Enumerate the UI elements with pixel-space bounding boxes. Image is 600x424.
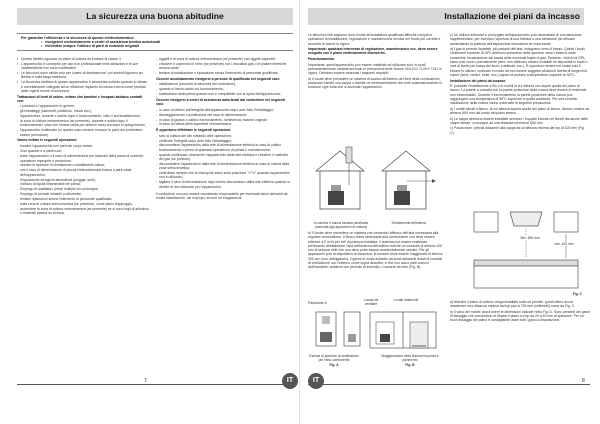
right-column-2-bottom	[450, 300, 590, 370]
list-item: • Le istruzioni sono valide solo per i paesi di destinazione i cui simboli figurano sul libretto e sulla targa matricola.	[17, 71, 149, 80]
paragraph: d) Allorché il piano di cottura venga installato sotto un pensile, quest'ultimo dovrà mantenere una distanza minima dal top pari a 700 mm (millimetri) come da Fig. C.	[450, 300, 576, 309]
section-heading: Trattandosi di fonti di calore, evitare che bambini e incapaci abbiano contatti con:	[17, 94, 143, 103]
list-item: - l'impiego di adattatori, prese multiple e/o prolunghe;	[17, 187, 149, 191]
figure-label: Fig. B	[405, 363, 415, 367]
figure-label: Particolare A	[308, 301, 327, 305]
figure-label: Fig. C	[572, 292, 582, 296]
intro-lead: Per garantire l'efficienza e la sicurezza di questo elettrodomestico:	[21, 35, 135, 40]
vent-openings-figure	[308, 308, 444, 354]
list-item: - disconnettere l'apparecchio dalla rete di alimentazione elettrica in caso di rottura della zona vetroceramica;	[156, 162, 293, 171]
vent-detail-icon	[316, 312, 336, 346]
house-chimney-icon	[316, 147, 364, 209]
list-item: - l'uso quando è a piedi nudi;	[17, 149, 149, 153]
dimension-label: Min. 650 mm	[512, 236, 548, 240]
list-item: - controllare sempre che le manopole siano sulla posizione "•"/"o" quando l'apparecchio non è utilizzato;	[156, 171, 293, 180]
figure-caption: Esempi di aperture di ventilazione per l'aria comburente	[309, 354, 359, 362]
list-item: - in caso di guasto o cattivo funzionamento, richiedendo ricambi originali;	[156, 118, 293, 122]
list-item: - sostituzione della presa quando non è compatibile con la spina dell'apparecchio.	[156, 92, 293, 96]
list-item: - l'apparecchio, durante e subito dopo il funzionamento, visto il surriscaldamento;	[17, 114, 149, 118]
paragraph: Le istruzioni che seguono sono rivolte all'installatore qualificato affinché compia le operazioni di installazione, regolazione e manutenzione tecnica nel modo più corretto e secondo le norme in vigore.	[308, 33, 441, 46]
list-item: - tirare l'apparecchio o il cavo di alimentazione per staccarli dalla presa di corrente;	[17, 154, 149, 158]
list-item: - accendere la zona di cottura vetroceramica (se presente) se si sono fogli di alluminio o materiali plastici su di essa.	[17, 207, 149, 216]
page-title-right: Installazione dei piani da incasso	[308, 8, 584, 25]
list-item: - ostruire le aperture di ventilazione o smaltimento calore;	[17, 163, 149, 167]
list-item: - l'utilizzo di liquidi infiammabili nei pressi;	[17, 182, 149, 186]
list-item: - oggetti e la zona di cottura vetroceramica (se presente) con oggetti appuntiti;	[156, 57, 293, 61]
page-number-left: 7	[144, 378, 147, 384]
closing-note: Il costruttore non può essere considerato responsabile per eventuali danni derivanti da: errata installazione, usi impropri, erronei ed irragionevoli.	[156, 191, 289, 201]
list-item: - sulla zona di cottura vetroceramica (se presente), come piano d'appoggio;	[17, 202, 149, 206]
paragraph: b) Il locale deve prevedere un sistema che consenta l'afflusso dell'aria necessaria alla regolare combustione. Il flusso d'aria necessaria alla combustione non deve essere inferiore a 2 m³/h per kW di potenza installata. Il sistema può essere realizzato prelevando direttamente l'aria dall'esterno dell'edificio tramite un condotto di almeno 100 cm² di sezione utile che non deve poter essere accidentalmente ostruito. Per gli apparecchi privi di dispositivo di sicurezza, la sezione deve essere maggiorata di almeno 200 cm² (non obbligatorio). Oppure in modo indiretto da locali adiacenti dotati di condotti di ventilazione con l'esterno come sopra descritto, e che non siano parti comuni dell'immobile, ambienti con pericolo di incendio, o camere da letto (Fig. B).	[308, 231, 443, 270]
figure-label: Locale da ventilare	[363, 298, 379, 306]
list-item: - danneggiamento o sostituzione del cavo di alimentazione;	[156, 113, 293, 117]
paragraph: c) Posizionare i pensili adiacenti alla cappa ad un'altezza minima dal top di 420 mm (Fig. C).	[450, 126, 585, 135]
list-item: - l'impiego di pentole instabili o deformate;	[17, 192, 149, 196]
list-item: - solo la cottura dei cibi evitando altre operazioni;	[156, 134, 293, 138]
language-badge-right: IT	[308, 373, 324, 389]
page-number-right: 8	[582, 378, 585, 384]
list-item: - gli imballaggi (sacchetti, polistirolo, chiodi ecc.);	[17, 109, 149, 113]
page-title-left: La sicurezza una buona abitudine	[17, 8, 293, 25]
paragraph: Importante: quest'apparecchio può essere installato ed utilizzato solo in locali permanentemente ventilati secondo le prescrizioni delle Norme UNI-CIG 7129 e 7131 in vigore. Debbono essere osservati i seguenti requisiti:	[308, 62, 442, 76]
list-item: - installazione (secondo le istruzioni del costruttore);	[156, 82, 293, 86]
important-note: Importante: qualsiasi intervento di regolazione, manutenzione ecc. deve essere eseguito con il piano elettricamente disinserito.	[308, 47, 438, 56]
intro-bullet: • rivolgetevi esclusivamente a centri di assistenza tecnica autorizzati	[41, 40, 289, 44]
list-item: - tentare riparazioni senza l'intervento di personale qualificato;	[17, 197, 149, 201]
list-item: • L'apparecchio è concepito per uso non professionale nelle abitazioni e le sue caratteristiche non sono modificabili.	[17, 62, 149, 71]
figure-caption: In camino o canna fumaria ramificata (riservata agli apparecchi di cottura)	[313, 221, 369, 229]
list-item: - l'esposizione ad agenti atmosferici (pioggia, sole);	[17, 178, 149, 182]
clearance-figure	[470, 208, 582, 292]
vent-wall-icon	[344, 312, 360, 346]
right-column-1-top	[308, 33, 444, 143]
list-item: - verificare l'integrità dopo aver tolto l'imballaggio;	[156, 139, 293, 143]
list-item: - che il cavo di alimentazione di piccoli elettrodomestici finisca a parti calde dell'apparecchio;	[17, 168, 149, 177]
list-item: - la zona di cottura vetroceramica (se presente), durante e subito dopo il funzionamento, visto che rimane calda per almeno mezz'ora dopo lo spegnimento;	[17, 119, 149, 128]
list-item: - operazioni improprie e pericolose;	[17, 159, 149, 163]
section-heading: Vanno evitate le seguenti operazioni:	[17, 138, 78, 143]
list-item: - in caso di dubbio sull'integrità dell'apparecchio dopo aver tolto l'imballaggio;	[156, 108, 293, 112]
list-item: - disconnettere l'apparecchio dalla rete di alimentazione elettrica in caso di cattivo funzionamento o prima di qualsiasi operazione di pulizia o manutenzione;	[156, 143, 293, 152]
list-item: • Questo libretto riguarda un piano di cottura da incasso di classe 3.	[17, 57, 149, 61]
right-column-1-mid	[308, 231, 444, 303]
adjacent-room-icon	[370, 312, 436, 348]
list-item: - chiudere il coperchio in vetro (se presente) con i bruciatori gas o le piastre elettriche ancora calde;	[156, 62, 293, 71]
language-badge-left: IT	[282, 373, 298, 389]
safety-intro-box	[17, 33, 293, 51]
cabinet-layout-icon	[474, 212, 578, 288]
paragraph: a) Il locale deve prevedere un sistema di scarico all'esterno dei fumi della combustione, realizzato tramite una cappa o tramite un elettroventilatore che entri automaticamente in funzione ogni volta che si accende l'apparecchio.	[308, 76, 442, 90]
paragraph: e) Il vano del mobile dovrà avere le dimensioni indicate nella Fig. D. Sono presenti dei ganci di fissaggio che consentono di fissare il piano su top da 20 a 40 mm di spessore. Per un buon fissaggio del piano è consigliabile usare tutti i ganci a disposizione.	[450, 309, 590, 323]
figure-label: Locale adiacente	[393, 298, 419, 302]
section-heading: Occorre rivolgersi a centri di assistenza autorizzati dal costruttore nei seguenti casi:	[156, 97, 286, 107]
paragraph: b) Le cappe debbono essere installate secondo i requisiti indicati nei libretti istruzione delle cappe stesse, comunque ad una distanza minima di 650 mm.	[450, 116, 588, 125]
ventilation-figure	[310, 145, 442, 221]
list-item: - toccare l'apparecchio con parti del corpo umide;	[17, 144, 149, 148]
left-column-2	[156, 57, 293, 369]
list-item: - i comandi e l'apparecchio in genere;	[17, 104, 149, 108]
figure-label: Fig. A	[329, 363, 339, 367]
paragraph: c) Un utilizzo intensivo e prolungato dell'apparecchio può necessitare di una aerazione supplementare, per esempio l'apertura di una finestra o una aerazione più efficace aumentando la potenza dell'aspirazione meccanica se essa esiste.	[450, 33, 582, 46]
section-heading: È opportuno effettuare le seguenti operazioni:	[156, 128, 232, 133]
list-item: - tagliare il cavo di alimentazione dopo averlo disconnesso dalla rete elettrica quando si decide di non utilizzare più l'apparecchio.	[156, 180, 293, 189]
left-column-1	[17, 57, 149, 369]
paragraph: E' possibile l'installazione a filo o in mobili la cui altezza non superi quella del piano di lavoro. La parete a contatto con la parete posteriore della cucina deve essere in materiale non infiammabile. Durante il funzionamento la parete posteriore della cucina può raggiungere una temperatura di 50°C superiore a quella ambiente. Per una corretta installazione della cucina vanno osservate le seguenti precauzioni:	[450, 84, 587, 106]
footer-rule-left	[17, 384, 293, 385]
dimension-label: min. 420 mm	[550, 242, 578, 246]
list-item: - quando inutilizzato, disinserire l'apparecchio dalla rete elettrica e chiudere il rubinetto del gas (se previsto);	[156, 153, 293, 162]
list-item: - quando si hanno dubbi sul funzionamento;	[156, 87, 293, 91]
list-item: - l'apparecchio inutilizzato (in questo caso rendere innocue le parti che potrebbero essere pericolose).	[17, 128, 149, 137]
intro-bullet: • richiedete sempre l'utilizzo di parti di ricambio originali	[41, 44, 289, 48]
footer-rule-right	[308, 384, 590, 385]
list-item: - tentare di installazione o riparazione senza l'intervento di personale qualificato.	[156, 71, 293, 75]
paragraph: d) I gas di petrolio liquefatti, più pesanti dell'aria, ristagnano verso il basso. Quindi i locali contenenti bombole di GPL debbono prevedere delle aperture verso l'esterno onde consentire l'evacuazione dal basso delle eventuali fughe di gas. Pertanto, i bidoni di GPL, siano essi vuoti o parzialmente pieni, non debbono essere installati né depositati in locali o vani di livello più basso del suolo (cantinati, ecc.). È opportuno tenere nel locale solo il bidone in utilizzo, collocato in modo da non essere soggetto all'azione diretta di sorgenti di calore (forni, camini, stufe, ecc.) capaci di portarlo a temperature superiori ai 50°C.	[450, 47, 588, 77]
house-wall-vent-icon	[382, 151, 436, 209]
figure-caption: Direttamente all'esterno	[391, 221, 427, 225]
figure-caption: Maggiorazione della fessura tra porta e pavimento	[381, 354, 439, 362]
page-right	[300, 0, 600, 424]
list-item: • La sicurezza elettrica di questo apparecchio è assicurata soltanto quando lo stesso è correttamente collegato ad un efficiente impianto di messa a terra come previsto dalle vigenti norme di sicurezza.	[17, 80, 149, 93]
section-heading: Installazione del piano da incasso	[450, 78, 506, 83]
section-heading: Occorre assolutamente rivolgersi a persone di qualificato nei seguenti casi:	[156, 76, 280, 81]
section-heading: Posizionamento	[308, 57, 335, 62]
right-column-2-top	[450, 33, 590, 207]
paragraph: a) I mobili situati a fianco, la cui altezza supera quella del piano di lavoro, devono essere ad almeno 600 mm dal bordo del piano stesso.	[450, 106, 590, 116]
list-item: - in caso di rottura della superficie vetroceramica.	[156, 122, 293, 126]
